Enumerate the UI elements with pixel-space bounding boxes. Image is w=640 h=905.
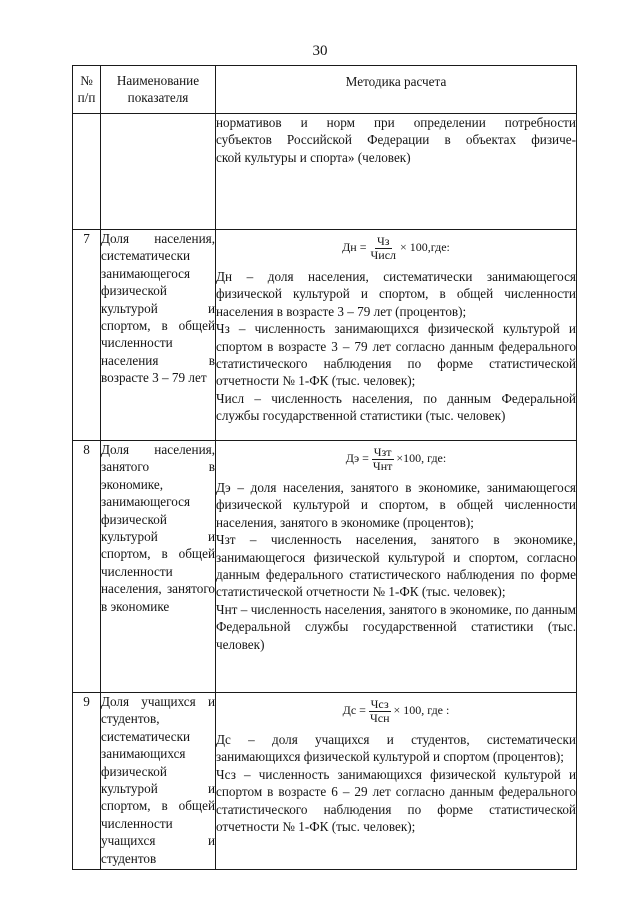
definition: Дс – доля учащихся и студентов, систематически занимающихся физической культурой и спортом (процентов);: [216, 732, 576, 765]
page-number: 30: [312, 43, 328, 59]
definition: Дн – доля населения, систематически занимающегося физической культурой и спортом, в общей численности населения в возрасте 3 – 79 лет (процентов);: [216, 269, 576, 319]
continuation-line: субъектов Российской Федерации в объектах физиче-: [216, 132, 576, 148]
fraction: [368, 698, 392, 725]
definition: Числ – численность населения, по данным Федеральной службы государственной статистики (тыс. человек): [216, 390, 576, 424]
continuation-num-cell: [73, 114, 101, 230]
formula: Дс = $\frac{\text{Чсз}}{\text{Чсн}}$ × 100, где :: [342, 696, 450, 725]
indicator-name: Доля населения, систематически занимающегося физической культурой и спортом, в общей численности населения в возрасте 3 – 79 лет: [101, 230, 216, 441]
calculation-method: [216, 693, 577, 870]
fraction: [368, 235, 398, 262]
indicator-name: Доля учащихся и студентов, систематически занимающихся физической культурой и спортом, в общей численности учащихся и студентов: [101, 693, 216, 870]
fraction-numerator: Чсз: [370, 696, 389, 711]
calculation-method: [216, 441, 577, 693]
header-name: Наименование показателя: [101, 66, 216, 114]
fraction-denominator: Чнт: [372, 458, 393, 473]
indicator-name: Доля населения, занятого в экономике, занимающегося физической культурой и спортом, в общей численности населения, занятого в экономике: [101, 441, 216, 693]
formula: Дэ = $\frac{\text{Чзт}}{\text{Чнт}}$ ×100, где:: [345, 444, 447, 473]
fraction-denominator: Чсн: [369, 710, 390, 725]
continuation-method-cell: [216, 114, 577, 230]
definition: Чнт – численность населения, занятого в экономике, по данным Федеральной службы государственной статистики (тыс. человек): [216, 601, 576, 652]
continuation-line: ской культуры и спорта» (человек): [216, 149, 411, 165]
definition: Дэ – доля населения, занятого в экономике, занимающегося физической культурой и спортом, в общей численности населения, занятого в экономике (процентов);: [216, 480, 576, 530]
continuation-name-cell: [101, 114, 216, 230]
fraction-numerator: Чз: [376, 233, 390, 248]
table-row: [73, 230, 577, 441]
header-num: № п/п: [73, 66, 101, 114]
fraction-numerator: Чзт: [373, 444, 392, 459]
definition: Чз – численность занимающихся физической культурой и спортом в возрасте 3 – 79 лет согласно данным федерального статистического наблюдения по форме статистической отчетности № 1-ФК (тыс. человек);: [216, 321, 576, 389]
fraction: [371, 446, 394, 473]
definition: Чсз – численность занимающихся физической культурой и спортом в возрасте 6 – 29 лет согласно данным федерального статистического наблюдения по форме статистической отчетности № 1-ФК (тыс. человек);: [216, 766, 576, 835]
formula: Дн = $\frac{Чз}{\text{Числ}}$ × 100,где:: [342, 233, 450, 262]
row-number: 9: [73, 693, 101, 870]
continuation-line: нормативов и норм при определении потребности: [216, 115, 576, 130]
table-row: [73, 441, 577, 693]
row-number: 7: [73, 230, 101, 441]
table-header-row: [73, 66, 577, 114]
indicator-table: [72, 65, 577, 870]
table-row: [73, 693, 577, 870]
fraction-denominator: Числ: [370, 247, 397, 262]
calculation-method: [216, 230, 577, 441]
row-number: 8: [73, 441, 101, 693]
header-method: Методика расчета: [216, 66, 577, 114]
definition: Чзт – численность населения, занятого в экономике, занимающегося физической культурой и спортом, согласно данным федерального статистического наблюдения по форме статистической отчетности № 1-ФК (тыс. человек);: [216, 532, 576, 600]
table-row-continuation: [73, 114, 577, 230]
